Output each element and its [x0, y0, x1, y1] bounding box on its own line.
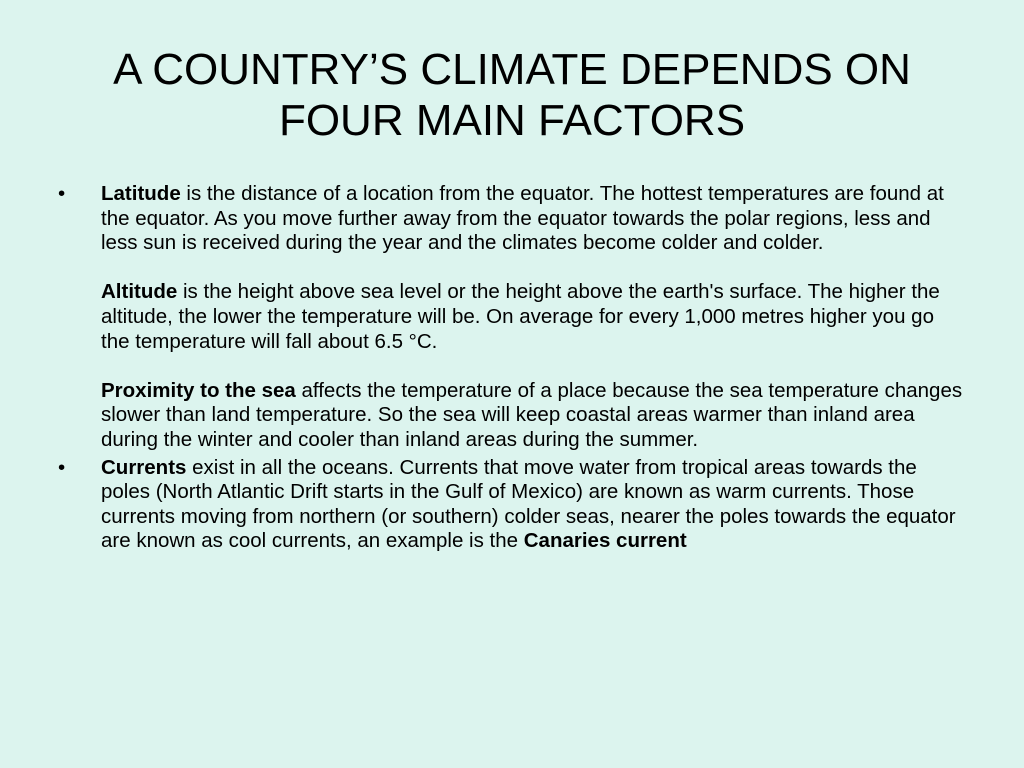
altitude-term: Altitude — [101, 280, 178, 304]
sea-paragraph — [101, 379, 968, 453]
latitude-term: Latitude — [101, 182, 181, 205]
slide-body — [58, 182, 968, 554]
paragraph-gap — [101, 256, 968, 281]
title-line-1: A COUNTRY’S CLIMATE DEPENDS ON — [113, 45, 911, 94]
bullet-item-currents — [58, 456, 968, 554]
bullet-marker: • — [58, 182, 66, 205]
bullet-item-climate-factors — [58, 182, 968, 453]
paragraph-gap — [101, 354, 968, 379]
altitude-paragraph — [101, 280, 968, 354]
slide-title — [60, 44, 964, 146]
title-line-2: FOUR MAIN FACTORS — [278, 96, 746, 145]
bullet-marker: • — [58, 455, 66, 479]
altitude-text: is the height above sea level or the height above the earth's surface. The higher the altitude, the lower the temperature will be. On average for every 1,000 metres higher you go the temperature will fall about 6.5 °C. — [101, 280, 940, 353]
latitude-paragraph — [101, 182, 968, 256]
currents-term: Currents — [101, 455, 187, 479]
currents-paragraph — [101, 456, 968, 554]
latitude-text: is the distance of a location from the equator. The hottest temperatures are found at the equator. As you move further away from the equator towards the polar regions, less and less sun is received during the year and the climates become colder and colder. — [101, 182, 944, 255]
sea-text: affects the temperature of a place because the sea temperature changes slower than land temperature. So the sea will keep coastal areas warmer than inland area during the winter and cooler than inland areas during the summer. — [101, 378, 963, 451]
canaries-term: Canaries current — [523, 529, 687, 553]
sea-term: Proximity to the sea — [101, 378, 296, 402]
currents-text: exist in all the oceans. Currents that move water from tropical areas towards the poles (North Atlantic Drift starts in the Gulf of Mexico) are known as warm currents. Those currents moving from northern (or southern) colder seas, nearer the poles towards the equator are known as cool currents, an example is the — [101, 455, 956, 553]
